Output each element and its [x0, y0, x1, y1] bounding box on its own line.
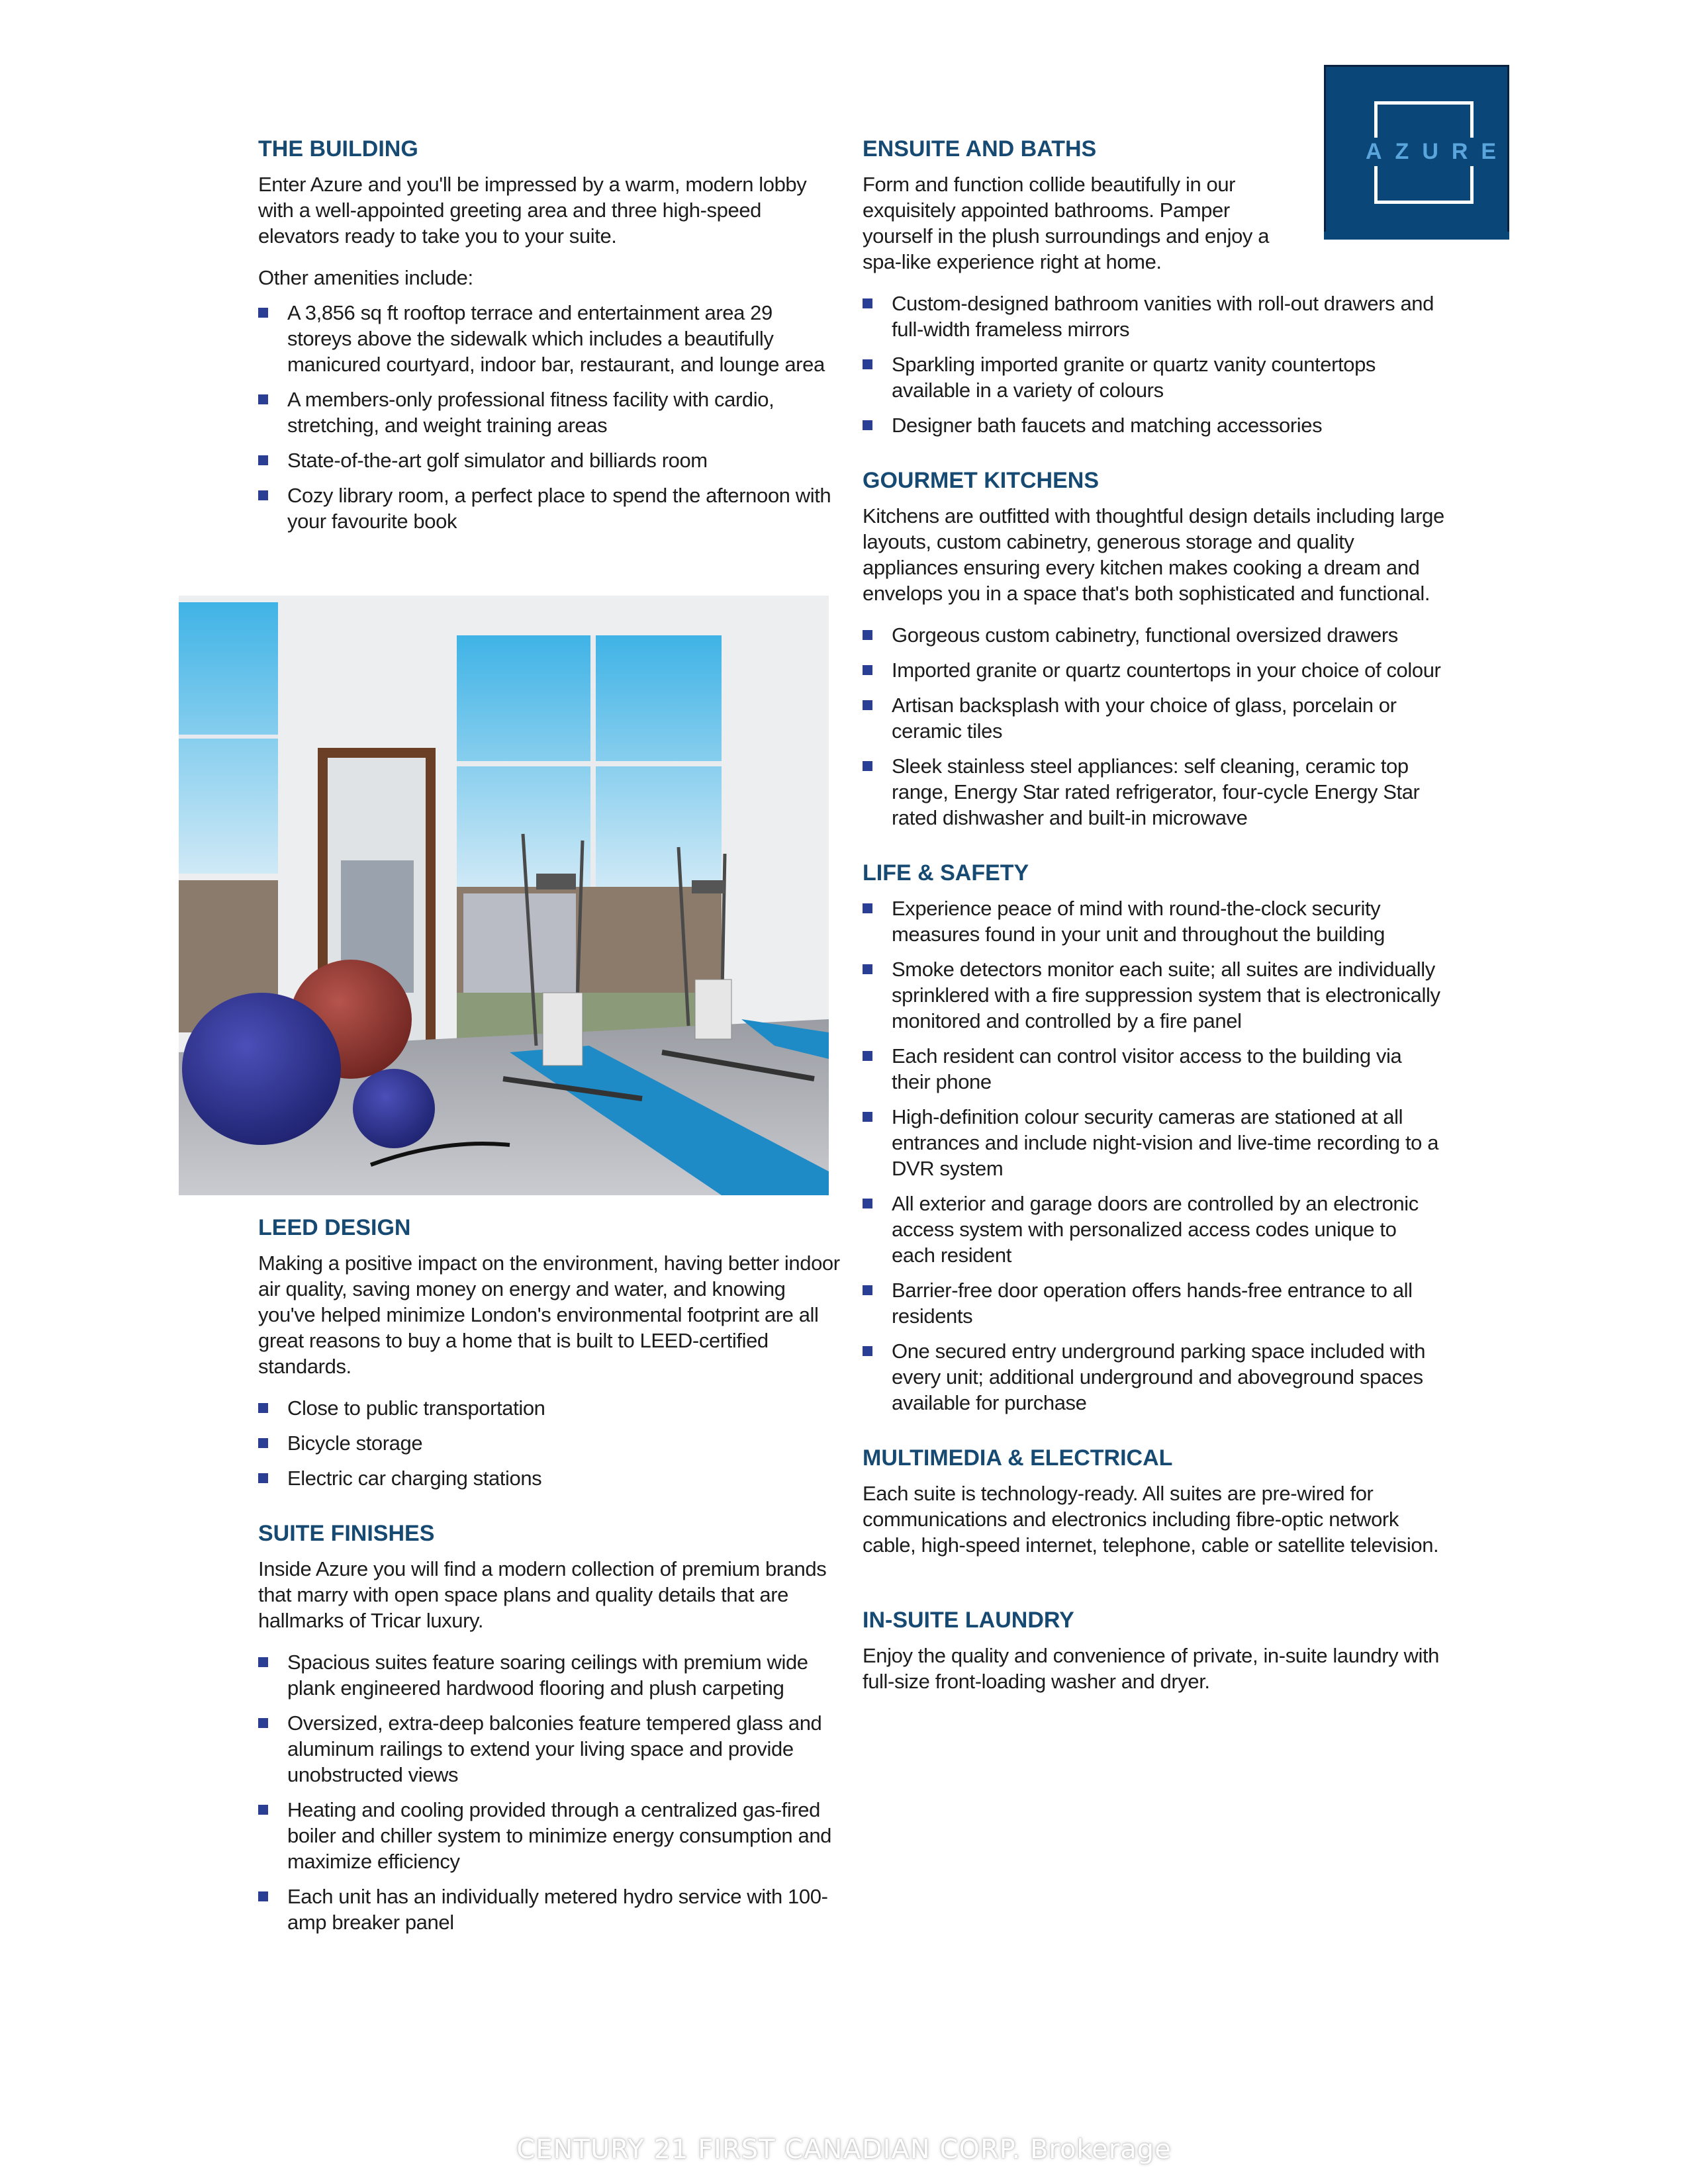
right-column [863, 136, 1445, 1704]
kitchens-list [863, 622, 1445, 831]
list-item: Close to public transportation [258, 1395, 841, 1421]
bullet-square-icon [863, 761, 872, 771]
bullet-square-icon [863, 1051, 872, 1061]
bullet-square-icon [863, 1346, 872, 1356]
section-intro: Each suite is technology-ready. All suites are pre-wired for communications and electronics including fibre-optic network cable, high-speed internet, telephone, cable or satellite television. [863, 1482, 1439, 1557]
list-item: Cozy library room, a perfect place to spend the afternoon with your favourite book [258, 482, 841, 534]
list-item: A 3,856 sq ft rooftop terrace and entertainment area 29 storeys above the sidewalk which includes a beautifully manicured courtyard, indoor bar, restaurant, and lounge area [258, 300, 841, 377]
list-item: Heating and cooling provided through a centralized gas-fired boiler and chiller system to minimize energy consumption and maximize efficiency [258, 1797, 841, 1874]
list-item: Sparkling imported granite or quartz vanity countertops available in a variety of colours [863, 351, 1445, 403]
section-gourmet-kitchens [863, 467, 1445, 831]
section-heading: SUITE FINISHES [258, 1521, 435, 1546]
fitness-room-photo [179, 596, 829, 1195]
section-intro: Form and function collide beautifully in our exquisitely appointed bathrooms. Pamper yourself in the plush surroundings and enjoy a spa-like experience right at home. [863, 173, 1270, 273]
bullet-square-icon [258, 490, 268, 500]
section-life-and-safety [863, 860, 1445, 1416]
section-in-suite-laundry [863, 1607, 1445, 1694]
leed-list [258, 1395, 841, 1491]
section-heading: LIFE & SAFETY [863, 860, 1029, 886]
bullet-square-icon [863, 1199, 872, 1208]
logo-text: AZURE [1366, 139, 1510, 164]
bullet-square-icon [258, 1438, 268, 1448]
section-suite-finishes [258, 1520, 841, 1935]
bullet-square-icon [258, 1657, 268, 1667]
section-heading: MULTIMEDIA & ELECTRICAL [863, 1445, 1173, 1471]
list-item: Imported granite or quartz countertops in your choice of colour [863, 657, 1445, 683]
section-heading: GOURMET KITCHENS [863, 468, 1099, 493]
fitness-room-illustration [179, 596, 829, 1195]
list-item: Artisan backsplash with your choice of glass, porcelain or ceramic tiles [863, 692, 1445, 744]
list-item: High-definition colour security cameras are stationed at all entrances and include night-vision and live-time recording to a DVR system [863, 1104, 1445, 1181]
list-item: Each resident can control visitor access to the building via their phone [863, 1043, 1445, 1095]
list-item: Designer bath faucets and matching accessories [863, 412, 1445, 438]
bullet-square-icon [863, 630, 872, 640]
amenities-list [258, 300, 841, 534]
finishes-list [258, 1649, 841, 1935]
list-item: Bicycle storage [258, 1430, 841, 1456]
section-the-building [258, 136, 841, 534]
bullet-square-icon [863, 903, 872, 913]
section-multimedia-electrical [863, 1445, 1445, 1558]
list-item: Smoke detectors monitor each suite; all suites are individually sprinklered with a fire suppression system that is electronically monitored and controlled by a fire panel [863, 956, 1445, 1034]
left-column-lower [258, 1214, 841, 1944]
section-heading: IN-SUITE LAUNDRY [863, 1608, 1074, 1633]
safety-list [863, 895, 1445, 1416]
list-item: Experience peace of mind with round-the-clock security measures found in your unit and throughout the building [863, 895, 1445, 947]
amenities-intro: Other amenities include: [258, 266, 473, 289]
section-intro: Kitchens are outfitted with thoughtful design details including large layouts, custom cabinetry, generous storage and quality appliances ensuring every kitchen makes cooking a dream and envelops you in a space that's both sophisticated and functional. [863, 504, 1444, 605]
list-item: All exterior and garage doors are controlled by an electronic access system with personalized access codes unique to each resident [863, 1191, 1445, 1268]
section-intro: Making a positive impact on the environment, having better indoor air quality, saving money on energy and water, and knowing you've helped minimize London's environmental footprint are all great reasons to buy a home that is built to LEED-certified standards. [258, 1251, 840, 1378]
list-item: Spacious suites feature soaring ceilings with premium wide plank engineered hardwood flooring and plush carpeting [258, 1649, 841, 1701]
section-intro: Enjoy the quality and convenience of private, in-suite laundry with full-size front-loading washer and dryer. [863, 1644, 1440, 1693]
list-item: Each unit has an individually metered hydro service with 100-amp breaker panel [258, 1884, 841, 1935]
left-column [258, 136, 841, 543]
bullet-square-icon [863, 700, 872, 710]
section-heading: LEED DESIGN [258, 1215, 411, 1240]
bullet-square-icon [258, 1805, 268, 1815]
list-item: Oversized, extra-deep balconies feature tempered glass and aluminum railings to extend your living space and provide unobstructed views [258, 1710, 841, 1788]
list-item: Sleek stainless steel appliances: self cleaning, ceramic top range, Energy Star rated refrigerator, four-cycle Energy Star rated dishwasher and built-in microwave [863, 753, 1445, 831]
bullet-square-icon [863, 298, 872, 308]
bullet-square-icon [863, 359, 872, 369]
bullet-square-icon [258, 1403, 268, 1413]
list-item: Barrier-free door operation offers hands-free entrance to all residents [863, 1277, 1445, 1329]
bullet-square-icon [258, 308, 268, 318]
bullet-square-icon [258, 1891, 268, 1901]
bullet-square-icon [258, 455, 268, 465]
bullet-square-icon [863, 1112, 872, 1122]
section-intro: Inside Azure you will find a modern collection of premium brands that marry with open space plans and quality details that are hallmarks of Tricar luxury. [258, 1557, 827, 1632]
section-leed-design [258, 1214, 841, 1491]
list-item: Gorgeous custom cabinetry, functional oversized drawers [863, 622, 1445, 648]
bullet-square-icon [258, 394, 268, 404]
list-item: Electric car charging stations [258, 1465, 841, 1491]
list-item: State-of-the-art golf simulator and billiards room [258, 447, 841, 473]
list-item: One secured entry underground parking space included with every unit; additional underground and aboveground spaces available for purchase [863, 1338, 1445, 1416]
bullet-square-icon [863, 1285, 872, 1295]
ensuite-list [863, 291, 1445, 438]
bullet-square-icon [258, 1473, 268, 1483]
logo-frame-top [1374, 101, 1474, 138]
bullet-square-icon [258, 1718, 268, 1728]
section-ensuite-and-baths [863, 136, 1299, 275]
section-heading: ENSUITE AND BATHS [863, 136, 1097, 161]
brokerage-watermark: CENTURY 21 FIRST CANADIAN CORP. Brokerage [516, 2134, 1172, 2165]
list-item: Custom-designed bathroom vanities with roll-out drawers and full-width frameless mirrors [863, 291, 1445, 342]
section-intro: Enter Azure and you'll be impressed by a warm, modern lobby with a well-appointed greeting area and three high-speed elevators ready to take you to your suite. [258, 173, 807, 248]
bullet-square-icon [863, 665, 872, 675]
list-item: A members-only professional fitness facility with cardio, stretching, and weight training areas [258, 387, 841, 438]
bullet-square-icon [863, 420, 872, 430]
bullet-square-icon [863, 964, 872, 974]
section-heading: THE BUILDING [258, 136, 418, 161]
